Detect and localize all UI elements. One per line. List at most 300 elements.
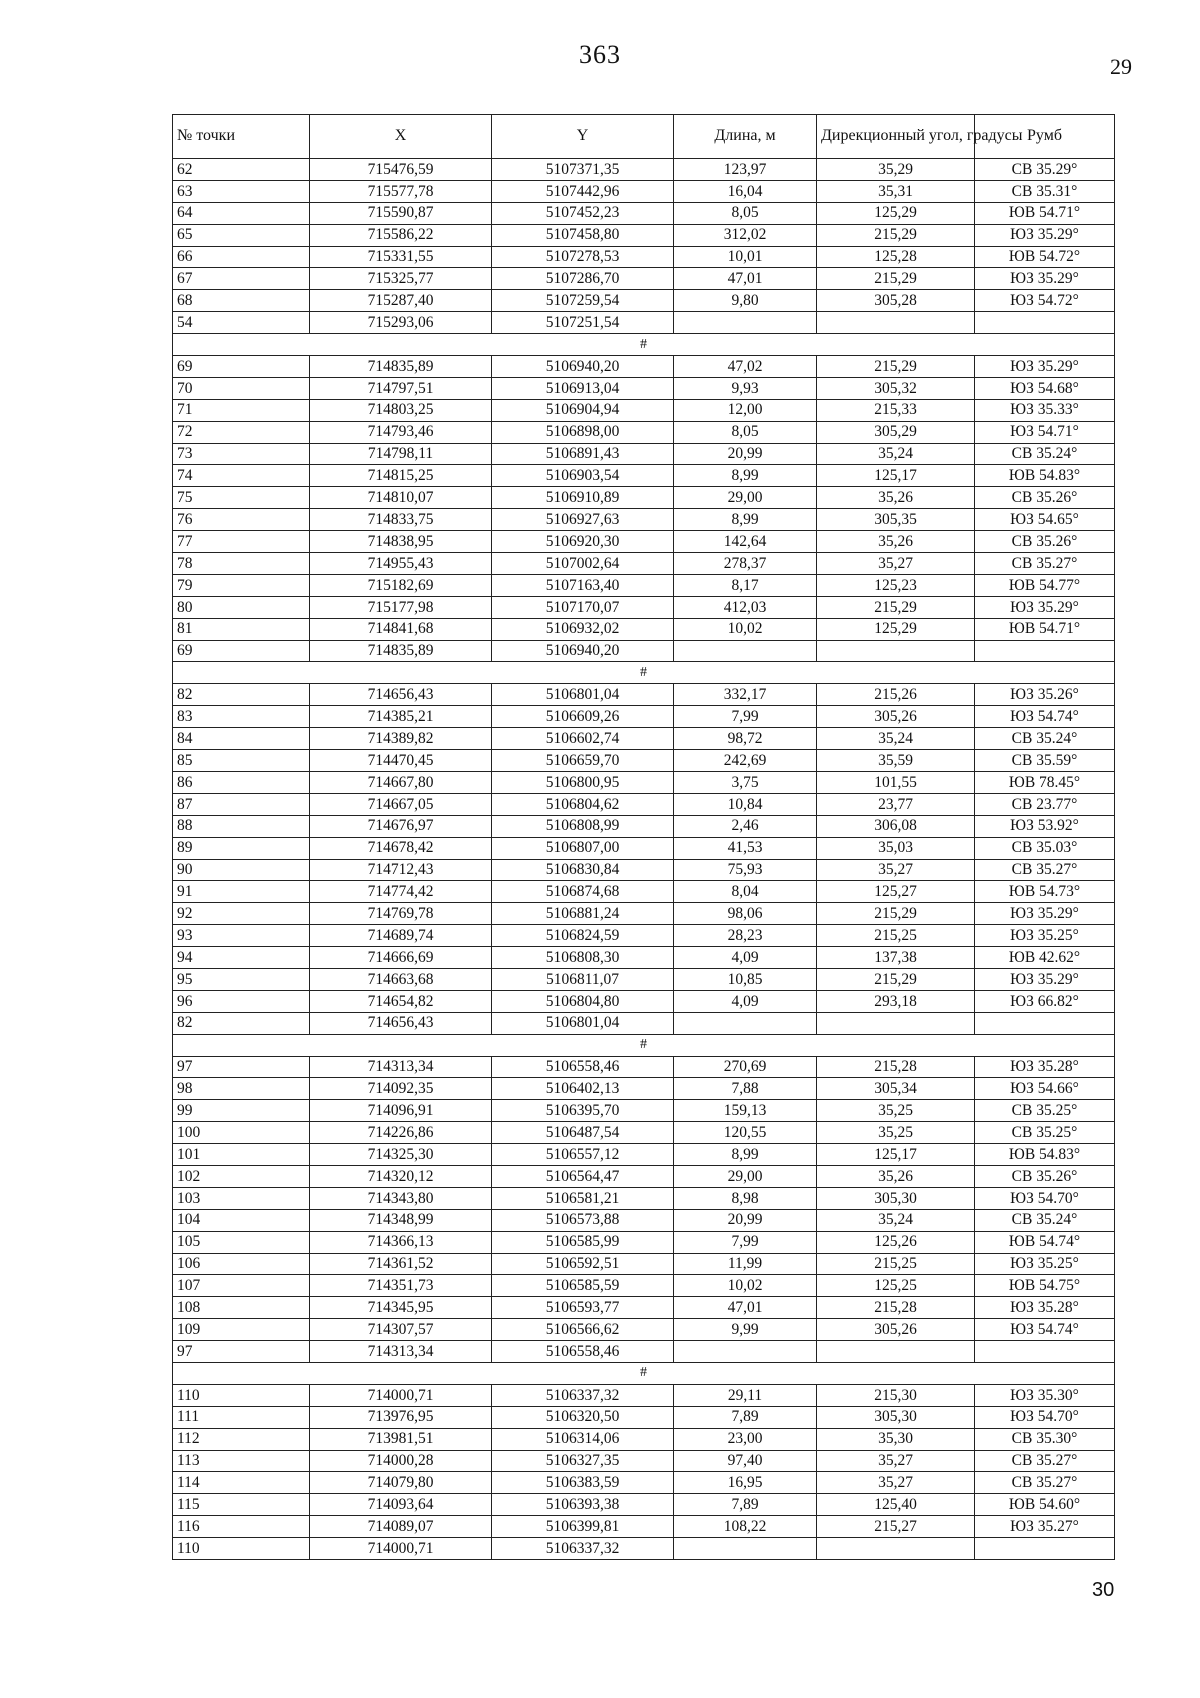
angle-cell: 125,29 <box>817 202 975 224</box>
point-number-cell: 77 <box>173 531 310 553</box>
table-row <box>173 793 1115 815</box>
angle-cell <box>817 1538 975 1560</box>
point-number-cell: 100 <box>173 1122 310 1144</box>
length-cell: 8,98 <box>674 1187 817 1209</box>
y-coordinate-cell: 5106898,00 <box>492 421 674 443</box>
point-number-cell: 79 <box>173 574 310 596</box>
y-coordinate-cell: 5106327,35 <box>492 1450 674 1472</box>
table-row <box>173 443 1115 465</box>
rumb-cell: ЮЗ 54.66° <box>975 1078 1115 1100</box>
y-coordinate-cell: 5106399,81 <box>492 1516 674 1538</box>
table-row <box>173 574 1115 596</box>
angle-cell: 215,29 <box>817 356 975 378</box>
table-row <box>173 1100 1115 1122</box>
point-number-cell: 105 <box>173 1231 310 1253</box>
length-cell: 312,02 <box>674 224 817 246</box>
length-cell: 20,99 <box>674 443 817 465</box>
x-coordinate-cell: 714325,30 <box>310 1144 492 1166</box>
point-number-cell: 96 <box>173 990 310 1012</box>
rumb-cell <box>975 1538 1115 1560</box>
point-number-cell: 85 <box>173 750 310 772</box>
x-coordinate-cell: 714656,43 <box>310 684 492 706</box>
table-row <box>173 1078 1115 1100</box>
angle-cell: 215,27 <box>817 1516 975 1538</box>
x-coordinate-cell: 714955,43 <box>310 553 492 575</box>
y-coordinate-cell: 5106602,74 <box>492 728 674 750</box>
length-cell: 47,01 <box>674 268 817 290</box>
angle-cell: 35,27 <box>817 1450 975 1472</box>
point-number-cell: 72 <box>173 421 310 443</box>
angle-cell: 137,38 <box>817 947 975 969</box>
table-row <box>173 1384 1115 1406</box>
angle-cell: 305,35 <box>817 509 975 531</box>
y-coordinate-cell: 5106383,59 <box>492 1472 674 1494</box>
point-number-cell: 106 <box>173 1253 310 1275</box>
point-number-cell: 78 <box>173 553 310 575</box>
angle-cell: 215,29 <box>817 268 975 290</box>
x-coordinate-cell: 714351,73 <box>310 1275 492 1297</box>
length-cell: 332,17 <box>674 684 817 706</box>
table-row <box>173 1341 1115 1363</box>
x-coordinate-cell: 714313,34 <box>310 1056 492 1078</box>
table-row <box>173 1165 1115 1187</box>
rumb-cell: ЮВ 54.74° <box>975 1231 1115 1253</box>
rumb-cell: ЮЗ 54.70° <box>975 1406 1115 1428</box>
x-coordinate-cell: 714345,95 <box>310 1297 492 1319</box>
point-number-cell: 67 <box>173 268 310 290</box>
table-header-row <box>173 115 1115 159</box>
rumb-cell: ЮВ 54.72° <box>975 246 1115 268</box>
rumb-cell: ЮВ 54.71° <box>975 202 1115 224</box>
y-coordinate-cell: 5107371,35 <box>492 159 674 181</box>
rumb-cell: СВ 35.27° <box>975 1450 1115 1472</box>
length-cell: 10,02 <box>674 618 817 640</box>
page-number-right: 29 <box>1110 54 1132 79</box>
angle-cell: 305,29 <box>817 421 975 443</box>
x-coordinate-cell: 715325,77 <box>310 268 492 290</box>
rumb-cell: ЮЗ 35.25° <box>975 1253 1115 1275</box>
x-coordinate-cell: 714320,12 <box>310 1165 492 1187</box>
length-cell <box>674 1341 817 1363</box>
angle-cell: 306,08 <box>817 815 975 837</box>
x-coordinate-cell: 714667,80 <box>310 771 492 793</box>
y-coordinate-cell: 5106609,26 <box>492 706 674 728</box>
point-number-cell: 83 <box>173 706 310 728</box>
length-cell: 4,09 <box>674 947 817 969</box>
rumb-cell: ЮЗ 35.30° <box>975 1384 1115 1406</box>
x-coordinate-cell: 715177,98 <box>310 596 492 618</box>
angle-cell: 305,34 <box>817 1078 975 1100</box>
rumb-cell: ЮЗ 35.29° <box>975 968 1115 990</box>
rumb-cell: ЮЗ 35.28° <box>975 1297 1115 1319</box>
x-coordinate-cell: 715287,40 <box>310 290 492 312</box>
point-number-cell: 87 <box>173 793 310 815</box>
point-number-cell: 91 <box>173 881 310 903</box>
angle-cell: 35,24 <box>817 443 975 465</box>
angle-cell: 305,32 <box>817 377 975 399</box>
length-cell: 47,01 <box>674 1297 817 1319</box>
angle-cell: 305,30 <box>817 1406 975 1428</box>
x-coordinate-cell: 714366,13 <box>310 1231 492 1253</box>
point-number-cell: 73 <box>173 443 310 465</box>
x-coordinate-cell: 714667,05 <box>310 793 492 815</box>
page-number-bottom: 30 <box>1092 1579 1115 1601</box>
x-coordinate-cell: 714348,99 <box>310 1209 492 1231</box>
rumb-cell: ЮЗ 35.29° <box>975 356 1115 378</box>
length-cell: 98,72 <box>674 728 817 750</box>
rumb-cell: ЮЗ 54.74° <box>975 706 1115 728</box>
table-row <box>173 356 1115 378</box>
x-coordinate-cell: 714663,68 <box>310 968 492 990</box>
y-coordinate-cell: 5106808,30 <box>492 947 674 969</box>
y-coordinate-cell: 5106891,43 <box>492 443 674 465</box>
rumb-cell: ЮЗ 35.33° <box>975 399 1115 421</box>
y-coordinate-cell: 5107170,07 <box>492 596 674 618</box>
group-separator-row <box>173 1362 1115 1384</box>
x-coordinate-cell: 714815,25 <box>310 465 492 487</box>
y-coordinate-cell: 5106564,47 <box>492 1165 674 1187</box>
rumb-cell: СВ 35.26° <box>975 1165 1115 1187</box>
x-coordinate-cell: 714666,69 <box>310 947 492 969</box>
x-coordinate-cell: 714835,89 <box>310 640 492 662</box>
point-number-cell: 71 <box>173 399 310 421</box>
length-cell: 8,04 <box>674 881 817 903</box>
table-row <box>173 925 1115 947</box>
point-number-cell: 94 <box>173 947 310 969</box>
x-coordinate-cell: 713976,95 <box>310 1406 492 1428</box>
point-number-cell: 81 <box>173 618 310 640</box>
x-coordinate-cell: 714093,64 <box>310 1494 492 1516</box>
y-coordinate-cell: 5106910,89 <box>492 487 674 509</box>
table-row <box>173 1494 1115 1516</box>
point-number-cell: 97 <box>173 1056 310 1078</box>
length-cell: 7,99 <box>674 1231 817 1253</box>
table-row <box>173 815 1115 837</box>
coordinates-table <box>172 114 1115 1560</box>
angle-cell: 215,28 <box>817 1297 975 1319</box>
length-cell: 7,89 <box>674 1494 817 1516</box>
x-coordinate-cell: 714079,80 <box>310 1472 492 1494</box>
table-row <box>173 1231 1115 1253</box>
point-number-cell: 88 <box>173 815 310 837</box>
angle-cell: 35,25 <box>817 1100 975 1122</box>
length-cell: 9,93 <box>674 377 817 399</box>
table-row <box>173 968 1115 990</box>
rumb-cell: СВ 35.26° <box>975 487 1115 509</box>
rumb-cell: СВ 35.26° <box>975 531 1115 553</box>
angle-cell: 35,59 <box>817 750 975 772</box>
y-coordinate-cell: 5106659,70 <box>492 750 674 772</box>
group-separator-row <box>173 662 1115 684</box>
x-coordinate-cell: 714000,28 <box>310 1450 492 1472</box>
x-coordinate-cell: 714797,51 <box>310 377 492 399</box>
table-row <box>173 1187 1115 1209</box>
rumb-cell: СВ 35.27° <box>975 1472 1115 1494</box>
length-cell: 159,13 <box>674 1100 817 1122</box>
length-cell: 8,99 <box>674 1144 817 1166</box>
y-coordinate-cell: 5106585,99 <box>492 1231 674 1253</box>
table-row <box>173 1516 1115 1538</box>
point-number-cell: 82 <box>173 684 310 706</box>
rumb-cell: ЮЗ 35.28° <box>975 1056 1115 1078</box>
x-coordinate-cell: 714833,75 <box>310 509 492 531</box>
angle-cell: 305,26 <box>817 1319 975 1341</box>
length-cell: 8,05 <box>674 202 817 224</box>
length-cell: 2,46 <box>674 815 817 837</box>
table-row <box>173 837 1115 859</box>
y-coordinate-cell: 5106904,94 <box>492 399 674 421</box>
rumb-cell: ЮЗ 35.29° <box>975 224 1115 246</box>
point-number-cell: 63 <box>173 180 310 202</box>
y-coordinate-cell: 5106903,54 <box>492 465 674 487</box>
angle-cell: 215,26 <box>817 684 975 706</box>
table-row <box>173 1428 1115 1450</box>
x-coordinate-cell: 715590,87 <box>310 202 492 224</box>
angle-cell: 215,29 <box>817 224 975 246</box>
point-number-cell: 54 <box>173 312 310 334</box>
x-coordinate-cell: 715331,55 <box>310 246 492 268</box>
point-number-cell: 104 <box>173 1209 310 1231</box>
point-number-cell: 102 <box>173 1165 310 1187</box>
x-coordinate-cell: 714470,45 <box>310 750 492 772</box>
rumb-cell: ЮЗ 35.27° <box>975 1516 1115 1538</box>
y-coordinate-cell: 5106337,32 <box>492 1538 674 1560</box>
angle-cell: 125,27 <box>817 881 975 903</box>
length-cell: 10,85 <box>674 968 817 990</box>
rumb-cell: ЮЗ 54.70° <box>975 1187 1115 1209</box>
table-row <box>173 1319 1115 1341</box>
table-row <box>173 596 1115 618</box>
y-coordinate-cell: 5106804,80 <box>492 990 674 1012</box>
y-coordinate-cell: 5106807,00 <box>492 837 674 859</box>
table-row <box>173 377 1115 399</box>
length-cell: 412,03 <box>674 596 817 618</box>
page-number-top: 363 <box>579 40 621 69</box>
length-cell <box>674 640 817 662</box>
rumb-cell: ЮВ 54.77° <box>975 574 1115 596</box>
rumb-cell <box>975 1341 1115 1363</box>
table-row <box>173 706 1115 728</box>
rumb-cell: ЮЗ 54.65° <box>975 509 1115 531</box>
angle-cell: 35,29 <box>817 159 975 181</box>
length-cell: 41,53 <box>674 837 817 859</box>
header-x: X <box>310 115 492 159</box>
point-number-cell: 97 <box>173 1341 310 1363</box>
table-row <box>173 421 1115 443</box>
rumb-cell: ЮВ 54.71° <box>975 618 1115 640</box>
rumb-cell: ЮЗ 66.82° <box>975 990 1115 1012</box>
y-coordinate-cell: 5106487,54 <box>492 1122 674 1144</box>
table-row <box>173 1209 1115 1231</box>
x-coordinate-cell: 714676,97 <box>310 815 492 837</box>
angle-cell: 23,77 <box>817 793 975 815</box>
angle-cell: 35,26 <box>817 531 975 553</box>
table-row <box>173 509 1115 531</box>
angle-cell: 35,24 <box>817 1209 975 1231</box>
rumb-cell: СВ 35.59° <box>975 750 1115 772</box>
point-number-cell: 69 <box>173 640 310 662</box>
y-coordinate-cell: 5107452,23 <box>492 202 674 224</box>
table-row <box>173 990 1115 1012</box>
length-cell: 8,05 <box>674 421 817 443</box>
point-number-cell: 114 <box>173 1472 310 1494</box>
x-coordinate-cell: 715586,22 <box>310 224 492 246</box>
group-separator: # <box>173 662 1115 684</box>
y-coordinate-cell: 5107259,54 <box>492 290 674 312</box>
x-coordinate-cell: 714092,35 <box>310 1078 492 1100</box>
table-row <box>173 1275 1115 1297</box>
table-row <box>173 1056 1115 1078</box>
table-row <box>173 224 1115 246</box>
y-coordinate-cell: 5106592,51 <box>492 1253 674 1275</box>
length-cell: 12,00 <box>674 399 817 421</box>
point-number-cell: 113 <box>173 1450 310 1472</box>
x-coordinate-cell: 714838,95 <box>310 531 492 553</box>
group-separator: # <box>173 1034 1115 1056</box>
length-cell <box>674 1012 817 1034</box>
table-row <box>173 531 1115 553</box>
x-coordinate-cell: 714712,43 <box>310 859 492 881</box>
y-coordinate-cell: 5107458,80 <box>492 224 674 246</box>
rumb-cell: ЮЗ 35.26° <box>975 684 1115 706</box>
group-separator-row <box>173 334 1115 356</box>
y-coordinate-cell: 5106824,59 <box>492 925 674 947</box>
point-number-cell: 110 <box>173 1384 310 1406</box>
y-coordinate-cell: 5107163,40 <box>492 574 674 596</box>
angle-cell: 35,03 <box>817 837 975 859</box>
table-row <box>173 618 1115 640</box>
x-coordinate-cell: 714361,52 <box>310 1253 492 1275</box>
x-coordinate-cell: 714343,80 <box>310 1187 492 1209</box>
point-number-cell: 62 <box>173 159 310 181</box>
rumb-cell: ЮЗ 35.29° <box>975 903 1115 925</box>
length-cell: 8,99 <box>674 465 817 487</box>
point-number-cell: 101 <box>173 1144 310 1166</box>
angle-cell: 35,26 <box>817 487 975 509</box>
length-cell: 29,11 <box>674 1384 817 1406</box>
length-cell <box>674 1538 817 1560</box>
table-body <box>173 159 1115 1560</box>
x-coordinate-cell: 714689,74 <box>310 925 492 947</box>
point-number-cell: 69 <box>173 356 310 378</box>
header-length: Длина, м <box>674 115 817 159</box>
angle-cell <box>817 1012 975 1034</box>
point-number-cell: 93 <box>173 925 310 947</box>
rumb-cell: ЮЗ 35.29° <box>975 596 1115 618</box>
angle-cell: 35,26 <box>817 1165 975 1187</box>
point-number-cell: 107 <box>173 1275 310 1297</box>
y-coordinate-cell: 5106402,13 <box>492 1078 674 1100</box>
point-number-cell: 86 <box>173 771 310 793</box>
angle-cell: 125,25 <box>817 1275 975 1297</box>
rumb-cell: СВ 35.27° <box>975 859 1115 881</box>
point-number-cell: 89 <box>173 837 310 859</box>
y-coordinate-cell: 5106800,95 <box>492 771 674 793</box>
header-y: Y <box>492 115 674 159</box>
rumb-cell: СВ 35.24° <box>975 443 1115 465</box>
angle-cell: 215,33 <box>817 399 975 421</box>
y-coordinate-cell: 5106804,62 <box>492 793 674 815</box>
point-number-cell: 95 <box>173 968 310 990</box>
angle-cell: 305,30 <box>817 1187 975 1209</box>
table-row <box>173 728 1115 750</box>
length-cell: 23,00 <box>674 1428 817 1450</box>
rumb-cell: СВ 35.25° <box>975 1100 1115 1122</box>
y-coordinate-cell: 5106874,68 <box>492 881 674 903</box>
length-cell: 7,99 <box>674 706 817 728</box>
rumb-cell: СВ 35.29° <box>975 159 1115 181</box>
length-cell: 11,99 <box>674 1253 817 1275</box>
point-number-cell: 80 <box>173 596 310 618</box>
table-row <box>173 1538 1115 1560</box>
length-cell: 98,06 <box>674 903 817 925</box>
rumb-cell: ЮЗ 54.74° <box>975 1319 1115 1341</box>
rumb-cell: СВ 35.03° <box>975 837 1115 859</box>
length-cell: 8,17 <box>674 574 817 596</box>
y-coordinate-cell: 5106940,20 <box>492 640 674 662</box>
y-coordinate-cell: 5106811,07 <box>492 968 674 990</box>
x-coordinate-cell: 714000,71 <box>310 1538 492 1560</box>
table-row <box>173 750 1115 772</box>
angle-cell: 101,55 <box>817 771 975 793</box>
angle-cell: 35,30 <box>817 1428 975 1450</box>
angle-cell: 215,29 <box>817 596 975 618</box>
y-coordinate-cell: 5106585,59 <box>492 1275 674 1297</box>
rumb-cell: ЮВ 78.45° <box>975 771 1115 793</box>
length-cell: 28,23 <box>674 925 817 947</box>
angle-cell: 125,17 <box>817 1144 975 1166</box>
point-number-cell: 65 <box>173 224 310 246</box>
rumb-cell: ЮВ 42.62° <box>975 947 1115 969</box>
table-row <box>173 1012 1115 1034</box>
x-coordinate-cell: 714835,89 <box>310 356 492 378</box>
x-coordinate-cell: 714810,07 <box>310 487 492 509</box>
length-cell: 270,69 <box>674 1056 817 1078</box>
y-coordinate-cell: 5106830,84 <box>492 859 674 881</box>
point-number-cell: 103 <box>173 1187 310 1209</box>
x-coordinate-cell: 714774,42 <box>310 881 492 903</box>
rumb-cell: СВ 35.27° <box>975 553 1115 575</box>
y-coordinate-cell: 5106395,70 <box>492 1100 674 1122</box>
length-cell: 8,99 <box>674 509 817 531</box>
table-row <box>173 1472 1115 1494</box>
point-number-cell: 99 <box>173 1100 310 1122</box>
length-cell: 278,37 <box>674 553 817 575</box>
table-row <box>173 771 1115 793</box>
y-coordinate-cell: 5106573,88 <box>492 1209 674 1231</box>
length-cell: 120,55 <box>674 1122 817 1144</box>
length-cell: 142,64 <box>674 531 817 553</box>
angle-cell: 215,29 <box>817 903 975 925</box>
angle-cell: 305,28 <box>817 290 975 312</box>
y-coordinate-cell: 5107251,54 <box>492 312 674 334</box>
y-coordinate-cell: 5106932,02 <box>492 618 674 640</box>
angle-cell: 35,24 <box>817 728 975 750</box>
y-coordinate-cell: 5106801,04 <box>492 1012 674 1034</box>
point-number-cell: 66 <box>173 246 310 268</box>
x-coordinate-cell: 714385,21 <box>310 706 492 728</box>
x-coordinate-cell: 714769,78 <box>310 903 492 925</box>
rumb-cell: СВ 23.77° <box>975 793 1115 815</box>
table-row <box>173 268 1115 290</box>
length-cell: 10,02 <box>674 1275 817 1297</box>
rumb-cell: СВ 35.30° <box>975 1428 1115 1450</box>
point-number-cell: 115 <box>173 1494 310 1516</box>
table-row <box>173 1406 1115 1428</box>
rumb-cell: ЮЗ 54.72° <box>975 290 1115 312</box>
point-number-cell: 108 <box>173 1297 310 1319</box>
angle-cell: 125,29 <box>817 618 975 640</box>
